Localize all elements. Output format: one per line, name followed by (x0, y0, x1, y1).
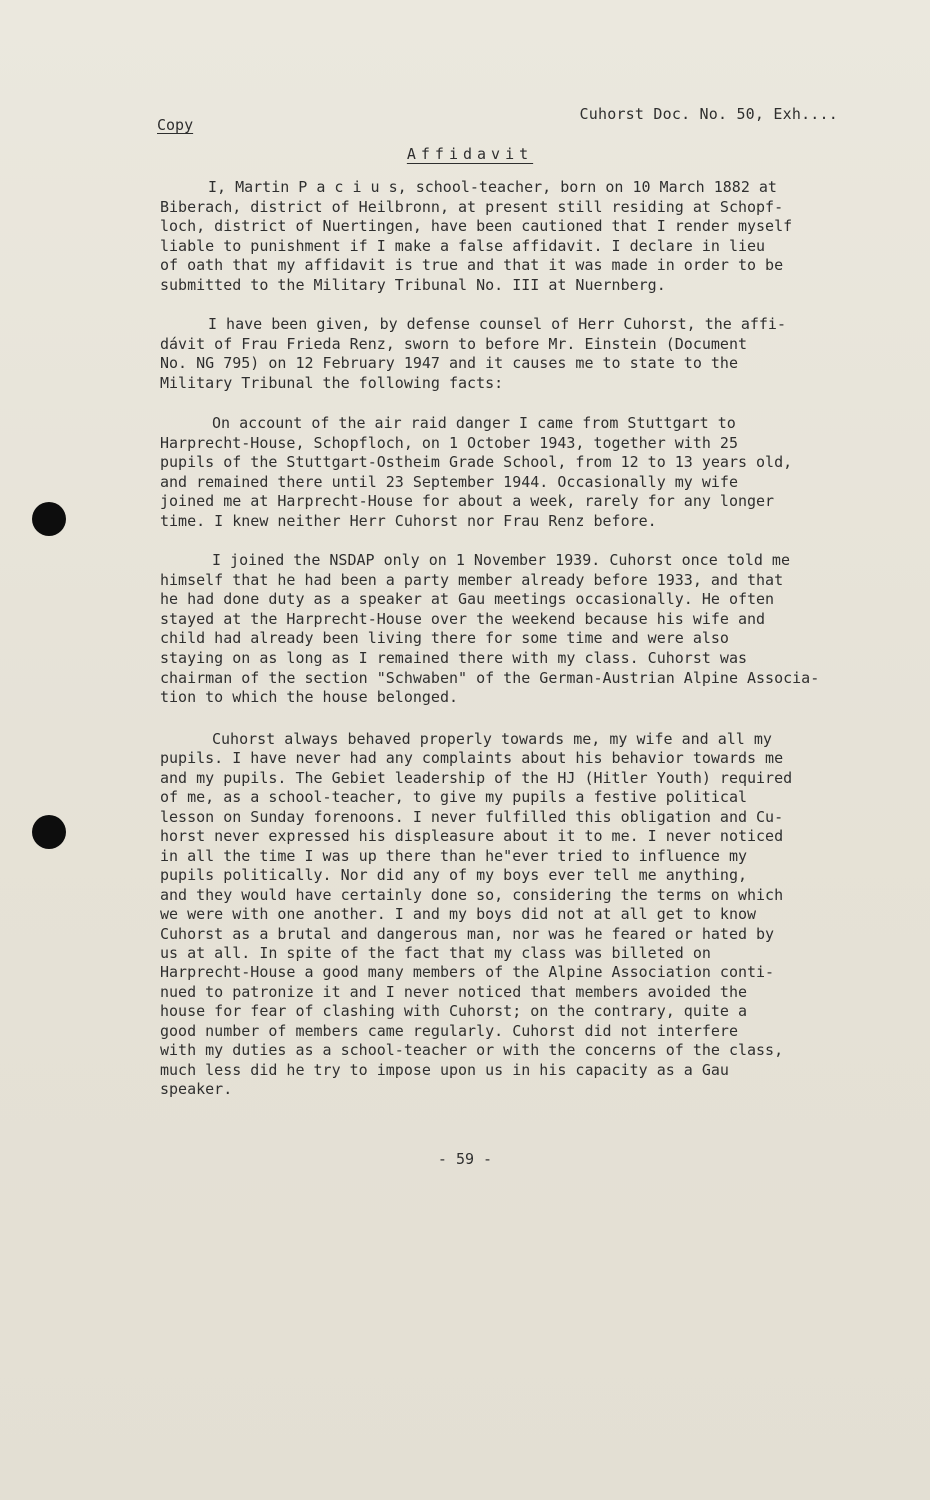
text-line: tion to which the house belonged. (160, 688, 459, 707)
text-line: joined me at Harprecht-House for about a week, rarely for any longer (160, 492, 775, 511)
text-line: loch, district of Nuertingen, have been cautioned that I render myself (160, 217, 793, 236)
text-line: us at all. In spite of the fact that my class was billeted on (160, 943, 711, 962)
paragraph-2 (160, 315, 840, 393)
text-line: dávit of Frau Frieda Renz, sworn to before Mr. Einstein (Document (160, 334, 747, 353)
punch-hole (32, 502, 66, 536)
text-line: submitted to the Military Tribunal No. III at Nuernberg. (160, 275, 666, 294)
text-line: time. I knew neither Herr Cuhorst nor Frau Renz before. (160, 511, 657, 530)
text-line: nued to patronize it and I never noticed that members avoided the (160, 982, 747, 1001)
paragraph-1 (160, 178, 840, 296)
text-line: and they would have certainly done so, considering the terms on which (160, 885, 784, 904)
text-line: and remained there until 23 September 1944. Occasionally my wife (160, 472, 738, 491)
text-line: pupils politically. Nor did any of my boys ever tell me anything, (160, 866, 747, 885)
text-line: I joined the NSDAP only on 1 November 1939. Cuhorst once told me (212, 551, 790, 569)
text-line: On account of the air raid danger I came from Stuttgart to (212, 414, 736, 432)
text-line: pupils. I have never had any complaints about his behavior towards me (160, 749, 784, 768)
text-line: liable to punishment if I make a false affidavit. I declare in lieu (160, 236, 766, 255)
paragraph-5 (160, 730, 840, 1100)
text-line: and my pupils. The Gebiet leadership of the HJ (Hitler Youth) required (160, 768, 793, 787)
text-line: Harprecht-House a good many members of the Alpine Association conti- (160, 963, 775, 982)
text-line: Harprecht-House, Schopfloch, on 1 October 1943, together with 25 (160, 433, 738, 452)
text-line: horst never expressed his displeasure about it to me. I never noticed (160, 827, 784, 846)
text-line: speaker. (160, 1080, 233, 1099)
text-line: much less did he try to impose upon us in his capacity as a Gau (160, 1060, 729, 1079)
text-line: good number of members came regularly. Cuhorst did not interfere (160, 1021, 738, 1040)
page-number: - 59 - (437, 1150, 493, 1168)
paragraph-3 (160, 414, 840, 532)
text-line: we were with one another. I and my boys did not at all get to know (160, 905, 757, 924)
text-line: with my duties as a school-teacher or with the concerns of the class, (160, 1041, 784, 1060)
punch-hole (32, 815, 66, 849)
text-line: chairman of the section "Schwaben" of the German-Austrian Alpine Associa- (160, 668, 820, 687)
text-line: pupils of the Stuttgart-Ostheim Grade School, from 12 to 13 years old, (160, 453, 793, 472)
document-title (0, 145, 930, 163)
text-line: Cuhorst as a brutal and dangerous man, nor was he feared or hated by (160, 924, 775, 943)
text-line: he had done duty as a speaker at Gau meetings occasionally. He often (160, 590, 775, 609)
text-line: staying on as long as I remained there with my class. Cuhorst was (160, 648, 747, 667)
text-line: stayed at the Harprecht-House over the weekend because his wife and (160, 609, 766, 628)
text-line: I, Martin P a c i u s, school-teacher, born on 10 March 1882 at (208, 178, 777, 196)
text-line: of oath that my affidavit is true and that it was made in order to be (160, 256, 784, 275)
text-line: lesson on Sunday forenoons. I never fulfilled this obligation and Cu- (160, 807, 784, 826)
text-line: Cuhorst always behaved properly towards me, my wife and all my (212, 730, 772, 748)
text-line: himself that he had been a party member already before 1933, and that (160, 570, 784, 589)
copy-label: Copy (157, 116, 194, 134)
text-line: Military Tribunal the following facts: (160, 373, 504, 392)
paragraph-4 (160, 551, 840, 708)
text-line: No. NG 795) on 12 February 1947 and it causes me to state to the (160, 354, 738, 373)
text-line: I have been given, by defense counsel of Herr Cuhorst, the affi- (208, 315, 786, 333)
text-line: child had already been living there for some time and were also (160, 629, 729, 648)
text-line: in all the time I was up there than he"ever tried to influence my (160, 846, 747, 865)
text-line: house for fear of clashing with Cuhorst; on the contrary, quite a (160, 1002, 747, 1021)
title-text: Affidavit (406, 145, 534, 163)
document-reference: Cuhorst Doc. No. 50, Exh.... (579, 105, 838, 123)
text-line: of me, as a school-teacher, to give my pupils a festive political (160, 788, 747, 807)
text-line: Biberach, district of Heilbronn, at present still residing at Schopf- (160, 197, 784, 216)
